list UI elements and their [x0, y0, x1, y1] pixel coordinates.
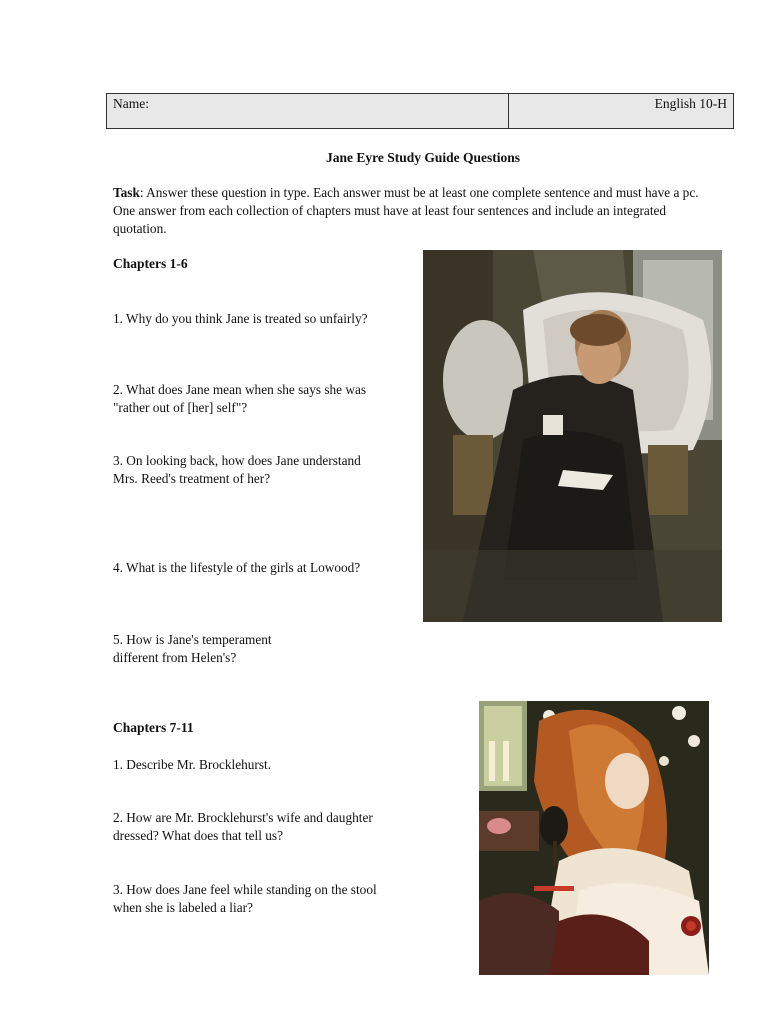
- task-text: : Answer these question in type. Each answer must be at least one complete sentence and must have a pc. One answer from each collection of chapters must have at least four sentences and include an integrated quotation.: [113, 185, 699, 236]
- painting-lady-lilith: [479, 701, 709, 975]
- course-label: English 10-H: [654, 96, 727, 111]
- question-1-2: 2. What does Jane mean when she says she was "rather out of [her] self"?: [113, 382, 367, 415]
- name-field: Name:: [107, 94, 509, 128]
- header-table: [106, 93, 734, 129]
- question-1-1: 1. Why do you think Jane is treated so unfairly?: [113, 311, 368, 326]
- section-heading-chapters-1-6: Chapters 1-6: [113, 256, 188, 271]
- section-heading-chapters-7-11: Chapters 7-11: [113, 720, 194, 735]
- task-label: Task: [113, 185, 140, 200]
- question-1-5: 5. How is Jane's temperament different from Helen's?: [113, 632, 272, 665]
- task-paragraph: [113, 184, 713, 238]
- painting-woman-in-chair-art: [423, 250, 722, 622]
- question-2-3: 3. How does Jane feel while standing on the stool when she is labeled a liar?: [113, 882, 377, 915]
- painting-woman-in-chair: [423, 250, 722, 622]
- question-2-1: 1. Describe Mr. Brocklehurst.: [113, 757, 272, 772]
- question-1-4: 4. What is the lifestyle of the girls at Lowood?: [113, 560, 361, 575]
- page-title: Jane Eyre Study Guide Questions: [325, 150, 521, 165]
- painting-lady-lilith-art: [479, 701, 709, 975]
- question-1-3: 3. On looking back, how does Jane understand Mrs. Reed's treatment of her?: [113, 453, 361, 486]
- question-2-2: 2. How are Mr. Brocklehurst's wife and daughter dressed? What does that tell us?: [113, 810, 373, 843]
